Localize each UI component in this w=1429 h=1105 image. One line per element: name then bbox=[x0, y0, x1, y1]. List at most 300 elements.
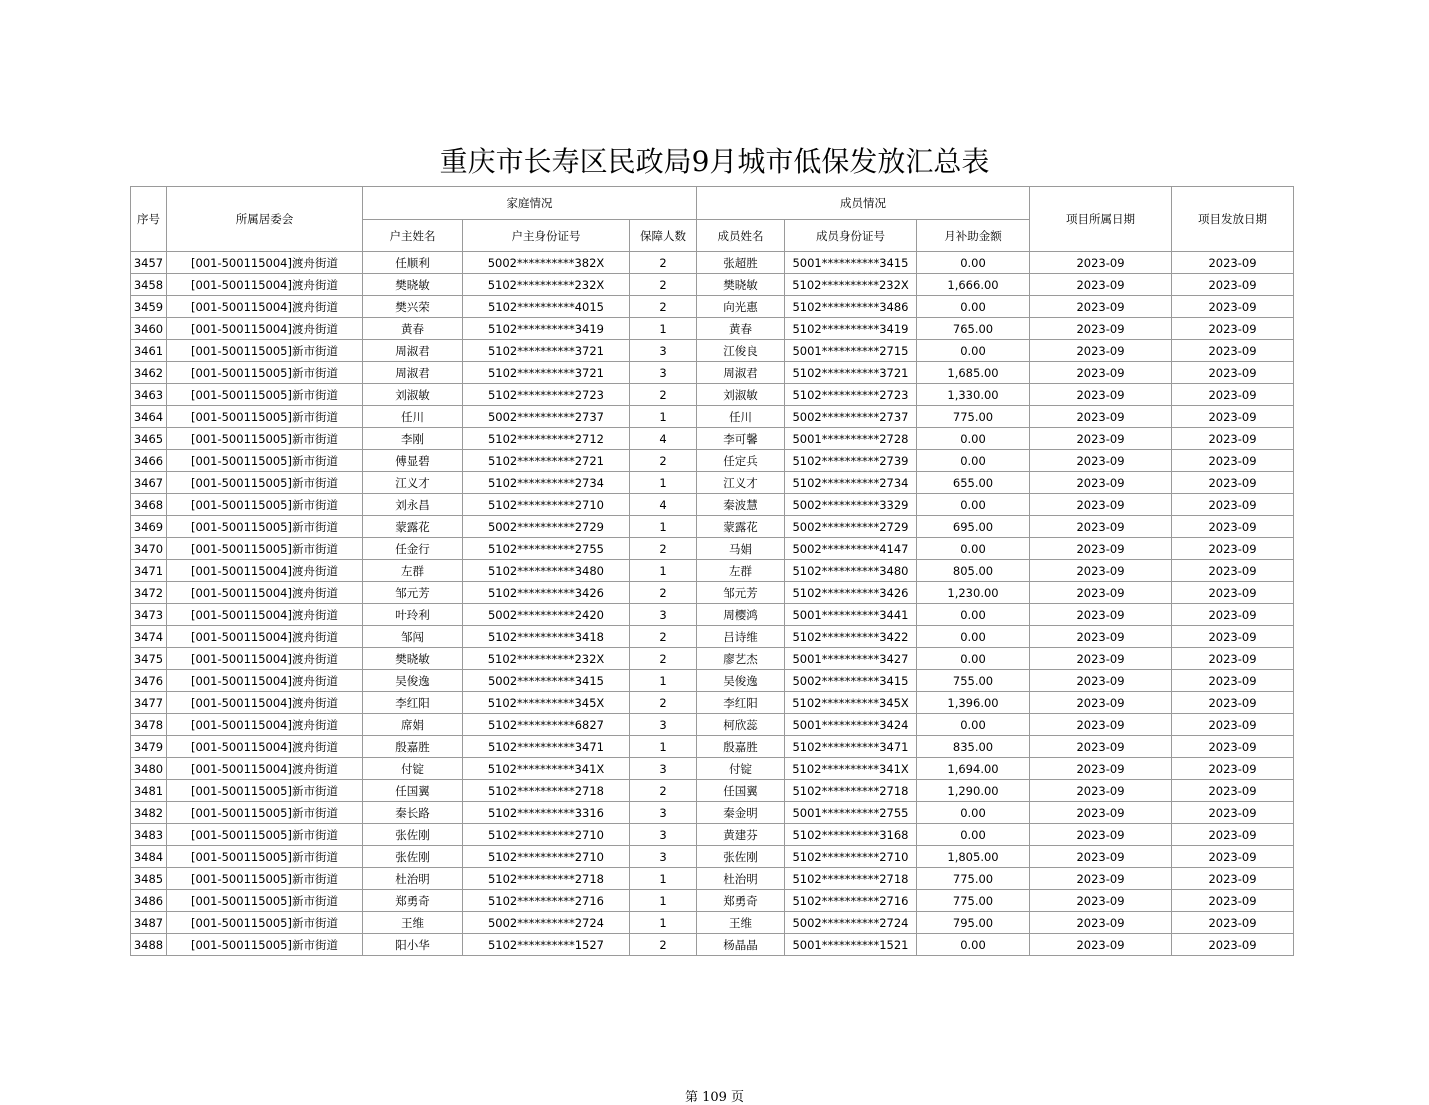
cell-seq: 3485 bbox=[131, 868, 167, 890]
cell-member-name: 付锭 bbox=[697, 758, 785, 780]
cell-project-date: 2023-09 bbox=[1030, 340, 1172, 362]
cell-project-date: 2023-09 bbox=[1030, 406, 1172, 428]
cell-count: 2 bbox=[630, 582, 697, 604]
cell-count: 1 bbox=[630, 318, 697, 340]
cell-member-name: 刘淑敏 bbox=[697, 384, 785, 406]
cell-member-id: 5102**********2716 bbox=[785, 890, 917, 912]
cell-member-id: 5102**********345X bbox=[785, 692, 917, 714]
cell-committee: [001-500115005]新市街道 bbox=[167, 802, 363, 824]
cell-head-id: 5102**********2710 bbox=[463, 846, 630, 868]
table-row bbox=[131, 736, 1294, 758]
cell-release-date: 2023-09 bbox=[1172, 428, 1294, 450]
table-row bbox=[131, 934, 1294, 956]
cell-head-id: 5102**********232X bbox=[463, 648, 630, 670]
cell-member-name: 秦金明 bbox=[697, 802, 785, 824]
cell-head-id: 5102**********2718 bbox=[463, 868, 630, 890]
header-member-name: 成员姓名 bbox=[697, 220, 785, 252]
cell-member-id: 5002**********2724 bbox=[785, 912, 917, 934]
cell-committee: [001-500115005]新市街道 bbox=[167, 428, 363, 450]
cell-head-id: 5102**********3426 bbox=[463, 582, 630, 604]
cell-count: 2 bbox=[630, 934, 697, 956]
cell-member-name: 向光惠 bbox=[697, 296, 785, 318]
header-committee: 所属居委会 bbox=[167, 187, 363, 252]
cell-project-date: 2023-09 bbox=[1030, 692, 1172, 714]
cell-head-id: 5102**********3471 bbox=[463, 736, 630, 758]
cell-head-id: 5102**********3419 bbox=[463, 318, 630, 340]
cell-head-id: 5102**********2721 bbox=[463, 450, 630, 472]
cell-release-date: 2023-09 bbox=[1172, 604, 1294, 626]
cell-seq: 3480 bbox=[131, 758, 167, 780]
table-row bbox=[131, 780, 1294, 802]
cell-seq: 3465 bbox=[131, 428, 167, 450]
cell-amount: 1,694.00 bbox=[917, 758, 1030, 780]
cell-head-name: 王维 bbox=[363, 912, 463, 934]
cell-head-name: 李红阳 bbox=[363, 692, 463, 714]
cell-committee: [001-500115005]新市街道 bbox=[167, 450, 363, 472]
cell-count: 1 bbox=[630, 670, 697, 692]
cell-member-id: 5102**********3422 bbox=[785, 626, 917, 648]
cell-count: 1 bbox=[630, 868, 697, 890]
cell-head-name: 周淑君 bbox=[363, 362, 463, 384]
cell-count: 2 bbox=[630, 626, 697, 648]
header-release-date: 项目发放日期 bbox=[1172, 187, 1294, 252]
cell-amount: 655.00 bbox=[917, 472, 1030, 494]
cell-release-date: 2023-09 bbox=[1172, 824, 1294, 846]
cell-amount: 0.00 bbox=[917, 494, 1030, 516]
header-family-group: 家庭情况 bbox=[363, 187, 697, 220]
cell-amount: 0.00 bbox=[917, 824, 1030, 846]
table-row bbox=[131, 274, 1294, 296]
cell-committee: [001-500115005]新市街道 bbox=[167, 406, 363, 428]
cell-count: 2 bbox=[630, 450, 697, 472]
table-row bbox=[131, 890, 1294, 912]
cell-committee: [001-500115004]渡舟街道 bbox=[167, 648, 363, 670]
cell-committee: [001-500115005]新市街道 bbox=[167, 362, 363, 384]
cell-amount: 1,230.00 bbox=[917, 582, 1030, 604]
cell-project-date: 2023-09 bbox=[1030, 538, 1172, 560]
cell-committee: [001-500115005]新市街道 bbox=[167, 780, 363, 802]
cell-head-name: 樊兴荣 bbox=[363, 296, 463, 318]
cell-project-date: 2023-09 bbox=[1030, 846, 1172, 868]
table-row bbox=[131, 648, 1294, 670]
cell-committee: [001-500115005]新市街道 bbox=[167, 340, 363, 362]
cell-head-id: 5102**********2755 bbox=[463, 538, 630, 560]
table-body bbox=[131, 252, 1294, 956]
cell-seq: 3462 bbox=[131, 362, 167, 384]
header-count: 保障人数 bbox=[630, 220, 697, 252]
cell-head-name: 杜治明 bbox=[363, 868, 463, 890]
cell-committee: [001-500115005]新市街道 bbox=[167, 824, 363, 846]
cell-head-id: 5102**********232X bbox=[463, 274, 630, 296]
cell-head-name: 傅显碧 bbox=[363, 450, 463, 472]
cell-head-name: 阳小华 bbox=[363, 934, 463, 956]
header-member-group: 成员情况 bbox=[697, 187, 1030, 220]
cell-head-id: 5002**********3415 bbox=[463, 670, 630, 692]
cell-head-name: 邹元芳 bbox=[363, 582, 463, 604]
cell-count: 2 bbox=[630, 296, 697, 318]
cell-committee: [001-500115004]渡舟街道 bbox=[167, 274, 363, 296]
cell-committee: [001-500115004]渡舟街道 bbox=[167, 252, 363, 274]
cell-release-date: 2023-09 bbox=[1172, 252, 1294, 274]
cell-head-id: 5102**********2712 bbox=[463, 428, 630, 450]
cell-project-date: 2023-09 bbox=[1030, 362, 1172, 384]
cell-committee: [001-500115005]新市街道 bbox=[167, 494, 363, 516]
cell-head-id: 5002**********2420 bbox=[463, 604, 630, 626]
cell-seq: 3477 bbox=[131, 692, 167, 714]
cell-amount: 775.00 bbox=[917, 406, 1030, 428]
cell-committee: [001-500115004]渡舟街道 bbox=[167, 296, 363, 318]
table-row bbox=[131, 802, 1294, 824]
cell-head-name: 樊晓敏 bbox=[363, 274, 463, 296]
cell-amount: 0.00 bbox=[917, 296, 1030, 318]
cell-head-name: 张佐刚 bbox=[363, 824, 463, 846]
table-header bbox=[131, 187, 1294, 252]
cell-count: 3 bbox=[630, 362, 697, 384]
cell-project-date: 2023-09 bbox=[1030, 472, 1172, 494]
cell-head-name: 吴俊逸 bbox=[363, 670, 463, 692]
cell-committee: [001-500115004]渡舟街道 bbox=[167, 736, 363, 758]
cell-amount: 1,330.00 bbox=[917, 384, 1030, 406]
cell-member-id: 5001**********3415 bbox=[785, 252, 917, 274]
cell-head-name: 刘淑敏 bbox=[363, 384, 463, 406]
cell-project-date: 2023-09 bbox=[1030, 428, 1172, 450]
cell-count: 2 bbox=[630, 384, 697, 406]
cell-release-date: 2023-09 bbox=[1172, 472, 1294, 494]
cell-release-date: 2023-09 bbox=[1172, 406, 1294, 428]
cell-amount: 0.00 bbox=[917, 450, 1030, 472]
cell-count: 2 bbox=[630, 252, 697, 274]
cell-head-id: 5102**********3418 bbox=[463, 626, 630, 648]
cell-head-id: 5102**********3721 bbox=[463, 362, 630, 384]
cell-project-date: 2023-09 bbox=[1030, 890, 1172, 912]
cell-count: 3 bbox=[630, 824, 697, 846]
cell-committee: [001-500115004]渡舟街道 bbox=[167, 670, 363, 692]
cell-seq: 3460 bbox=[131, 318, 167, 340]
cell-member-id: 5001**********2728 bbox=[785, 428, 917, 450]
cell-member-id: 5002**********3329 bbox=[785, 494, 917, 516]
cell-release-date: 2023-09 bbox=[1172, 538, 1294, 560]
cell-amount: 1,396.00 bbox=[917, 692, 1030, 714]
cell-count: 2 bbox=[630, 692, 697, 714]
cell-release-date: 2023-09 bbox=[1172, 912, 1294, 934]
cell-member-id: 5102**********3168 bbox=[785, 824, 917, 846]
table-row bbox=[131, 560, 1294, 582]
header-amount: 月补助金额 bbox=[917, 220, 1030, 252]
cell-project-date: 2023-09 bbox=[1030, 780, 1172, 802]
cell-project-date: 2023-09 bbox=[1030, 384, 1172, 406]
cell-head-id: 5102**********2723 bbox=[463, 384, 630, 406]
table-row bbox=[131, 362, 1294, 384]
cell-seq: 3461 bbox=[131, 340, 167, 362]
cell-count: 3 bbox=[630, 714, 697, 736]
page-title: 重庆市长寿区民政局9月城市低保发放汇总表 bbox=[439, 145, 990, 178]
cell-seq: 3464 bbox=[131, 406, 167, 428]
cell-member-name: 蒙露花 bbox=[697, 516, 785, 538]
cell-member-id: 5001**********3427 bbox=[785, 648, 917, 670]
cell-count: 1 bbox=[630, 560, 697, 582]
table-row bbox=[131, 406, 1294, 428]
cell-member-name: 李红阳 bbox=[697, 692, 785, 714]
cell-release-date: 2023-09 bbox=[1172, 582, 1294, 604]
cell-member-id: 5102**********2718 bbox=[785, 780, 917, 802]
cell-amount: 695.00 bbox=[917, 516, 1030, 538]
cell-member-id: 5102**********2718 bbox=[785, 868, 917, 890]
cell-head-name: 张佐刚 bbox=[363, 846, 463, 868]
table-row bbox=[131, 846, 1294, 868]
cell-committee: [001-500115004]渡舟街道 bbox=[167, 714, 363, 736]
cell-count: 3 bbox=[630, 802, 697, 824]
cell-project-date: 2023-09 bbox=[1030, 318, 1172, 340]
table-row bbox=[131, 692, 1294, 714]
cell-count: 3 bbox=[630, 604, 697, 626]
table-row bbox=[131, 252, 1294, 274]
table-row bbox=[131, 450, 1294, 472]
page-number: 第 109 页 bbox=[684, 1090, 745, 1105]
cell-head-name: 任国翼 bbox=[363, 780, 463, 802]
cell-release-date: 2023-09 bbox=[1172, 560, 1294, 582]
cell-committee: [001-500115004]渡舟街道 bbox=[167, 758, 363, 780]
cell-count: 1 bbox=[630, 406, 697, 428]
cell-head-name: 秦长路 bbox=[363, 802, 463, 824]
cell-release-date: 2023-09 bbox=[1172, 934, 1294, 956]
table-row bbox=[131, 384, 1294, 406]
cell-committee: [001-500115004]渡舟街道 bbox=[167, 626, 363, 648]
cell-count: 1 bbox=[630, 736, 697, 758]
cell-release-date: 2023-09 bbox=[1172, 736, 1294, 758]
cell-head-id: 5002**********382X bbox=[463, 252, 630, 274]
cell-release-date: 2023-09 bbox=[1172, 516, 1294, 538]
cell-head-name: 刘永昌 bbox=[363, 494, 463, 516]
cell-seq: 3487 bbox=[131, 912, 167, 934]
cell-amount: 0.00 bbox=[917, 714, 1030, 736]
cell-head-name: 樊晓敏 bbox=[363, 648, 463, 670]
cell-seq: 3459 bbox=[131, 296, 167, 318]
cell-count: 4 bbox=[630, 428, 697, 450]
cell-project-date: 2023-09 bbox=[1030, 868, 1172, 890]
cell-head-name: 任顺利 bbox=[363, 252, 463, 274]
cell-head-name: 郑勇奇 bbox=[363, 890, 463, 912]
cell-release-date: 2023-09 bbox=[1172, 890, 1294, 912]
table-row bbox=[131, 604, 1294, 626]
cell-head-id: 5102**********2734 bbox=[463, 472, 630, 494]
table-row bbox=[131, 516, 1294, 538]
cell-count: 1 bbox=[630, 516, 697, 538]
cell-head-id: 5102**********1527 bbox=[463, 934, 630, 956]
cell-release-date: 2023-09 bbox=[1172, 450, 1294, 472]
cell-project-date: 2023-09 bbox=[1030, 736, 1172, 758]
header-head-name: 户主姓名 bbox=[363, 220, 463, 252]
table-row bbox=[131, 714, 1294, 736]
cell-seq: 3458 bbox=[131, 274, 167, 296]
cell-amount: 0.00 bbox=[917, 934, 1030, 956]
cell-amount: 0.00 bbox=[917, 340, 1030, 362]
cell-count: 2 bbox=[630, 780, 697, 802]
cell-count: 3 bbox=[630, 846, 697, 868]
cell-seq: 3481 bbox=[131, 780, 167, 802]
cell-committee: [001-500115004]渡舟街道 bbox=[167, 318, 363, 340]
cell-project-date: 2023-09 bbox=[1030, 604, 1172, 626]
cell-head-id: 5102**********3480 bbox=[463, 560, 630, 582]
cell-member-id: 5001**********1521 bbox=[785, 934, 917, 956]
cell-committee: [001-500115005]新市街道 bbox=[167, 384, 363, 406]
cell-project-date: 2023-09 bbox=[1030, 516, 1172, 538]
table-row bbox=[131, 494, 1294, 516]
cell-head-id: 5102**********3316 bbox=[463, 802, 630, 824]
cell-amount: 805.00 bbox=[917, 560, 1030, 582]
cell-seq: 3468 bbox=[131, 494, 167, 516]
cell-amount: 1,805.00 bbox=[917, 846, 1030, 868]
cell-committee: [001-500115004]渡舟街道 bbox=[167, 560, 363, 582]
cell-head-name: 左群 bbox=[363, 560, 463, 582]
cell-project-date: 2023-09 bbox=[1030, 758, 1172, 780]
table-row bbox=[131, 296, 1294, 318]
cell-amount: 1,685.00 bbox=[917, 362, 1030, 384]
cell-seq: 3482 bbox=[131, 802, 167, 824]
cell-project-date: 2023-09 bbox=[1030, 714, 1172, 736]
table-row bbox=[131, 428, 1294, 450]
cell-head-name: 李刚 bbox=[363, 428, 463, 450]
cell-member-name: 殷嘉胜 bbox=[697, 736, 785, 758]
cell-seq: 3479 bbox=[131, 736, 167, 758]
cell-seq: 3484 bbox=[131, 846, 167, 868]
cell-member-name: 王维 bbox=[697, 912, 785, 934]
cell-amount: 765.00 bbox=[917, 318, 1030, 340]
cell-count: 2 bbox=[630, 274, 697, 296]
cell-head-name: 席娟 bbox=[363, 714, 463, 736]
cell-member-name: 周淑君 bbox=[697, 362, 785, 384]
cell-release-date: 2023-09 bbox=[1172, 692, 1294, 714]
table-row bbox=[131, 868, 1294, 890]
cell-member-name: 江俊良 bbox=[697, 340, 785, 362]
cell-project-date: 2023-09 bbox=[1030, 934, 1172, 956]
cell-seq: 3469 bbox=[131, 516, 167, 538]
cell-member-name: 吴俊逸 bbox=[697, 670, 785, 692]
cell-member-name: 樊晓敏 bbox=[697, 274, 785, 296]
cell-count: 2 bbox=[630, 648, 697, 670]
table-row bbox=[131, 340, 1294, 362]
cell-member-name: 柯欣蕊 bbox=[697, 714, 785, 736]
cell-head-name: 叶玲利 bbox=[363, 604, 463, 626]
cell-count: 1 bbox=[630, 890, 697, 912]
cell-member-id: 5102**********2739 bbox=[785, 450, 917, 472]
cell-head-name: 付锭 bbox=[363, 758, 463, 780]
cell-committee: [001-500115005]新市街道 bbox=[167, 538, 363, 560]
cell-project-date: 2023-09 bbox=[1030, 802, 1172, 824]
cell-amount: 0.00 bbox=[917, 802, 1030, 824]
cell-seq: 3466 bbox=[131, 450, 167, 472]
cell-member-name: 左群 bbox=[697, 560, 785, 582]
cell-head-id: 5102**********2710 bbox=[463, 824, 630, 846]
cell-member-id: 5102**********2734 bbox=[785, 472, 917, 494]
cell-project-date: 2023-09 bbox=[1030, 626, 1172, 648]
cell-committee: [001-500115004]渡舟街道 bbox=[167, 582, 363, 604]
cell-member-id: 5102**********2723 bbox=[785, 384, 917, 406]
cell-member-name: 张超胜 bbox=[697, 252, 785, 274]
cell-release-date: 2023-09 bbox=[1172, 846, 1294, 868]
cell-release-date: 2023-09 bbox=[1172, 494, 1294, 516]
cell-seq: 3471 bbox=[131, 560, 167, 582]
cell-seq: 3478 bbox=[131, 714, 167, 736]
cell-project-date: 2023-09 bbox=[1030, 252, 1172, 274]
cell-project-date: 2023-09 bbox=[1030, 670, 1172, 692]
cell-head-name: 任川 bbox=[363, 406, 463, 428]
cell-head-name: 邹闯 bbox=[363, 626, 463, 648]
cell-release-date: 2023-09 bbox=[1172, 318, 1294, 340]
table-row bbox=[131, 582, 1294, 604]
cell-committee: [001-500115004]渡舟街道 bbox=[167, 604, 363, 626]
cell-amount: 1,290.00 bbox=[917, 780, 1030, 802]
cell-release-date: 2023-09 bbox=[1172, 670, 1294, 692]
cell-seq: 3470 bbox=[131, 538, 167, 560]
cell-member-name: 马娟 bbox=[697, 538, 785, 560]
cell-committee: [001-500115005]新市街道 bbox=[167, 868, 363, 890]
table-row bbox=[131, 472, 1294, 494]
cell-member-name: 任国翼 bbox=[697, 780, 785, 802]
cell-release-date: 2023-09 bbox=[1172, 780, 1294, 802]
table-row bbox=[131, 912, 1294, 934]
cell-seq: 3473 bbox=[131, 604, 167, 626]
cell-member-id: 5002**********4147 bbox=[785, 538, 917, 560]
cell-committee: [001-500115005]新市街道 bbox=[167, 912, 363, 934]
cell-seq: 3486 bbox=[131, 890, 167, 912]
cell-head-name: 周淑君 bbox=[363, 340, 463, 362]
table-row bbox=[131, 824, 1294, 846]
cell-member-id: 5102**********3426 bbox=[785, 582, 917, 604]
cell-member-id: 5002**********2737 bbox=[785, 406, 917, 428]
cell-member-id: 5102**********3721 bbox=[785, 362, 917, 384]
header-member-id: 成员身份证号 bbox=[785, 220, 917, 252]
cell-member-name: 廖艺杰 bbox=[697, 648, 785, 670]
cell-member-id: 5102**********2710 bbox=[785, 846, 917, 868]
cell-count: 3 bbox=[630, 758, 697, 780]
cell-count: 2 bbox=[630, 538, 697, 560]
cell-committee: [001-500115005]新市街道 bbox=[167, 846, 363, 868]
cell-amount: 775.00 bbox=[917, 890, 1030, 912]
cell-head-id: 5002**********2724 bbox=[463, 912, 630, 934]
cell-seq: 3483 bbox=[131, 824, 167, 846]
cell-committee: [001-500115005]新市街道 bbox=[167, 890, 363, 912]
cell-head-id: 5002**********2729 bbox=[463, 516, 630, 538]
cell-project-date: 2023-09 bbox=[1030, 560, 1172, 582]
cell-head-id: 5102**********345X bbox=[463, 692, 630, 714]
cell-seq: 3475 bbox=[131, 648, 167, 670]
cell-member-id: 5001**********3424 bbox=[785, 714, 917, 736]
cell-member-id: 5102**********232X bbox=[785, 274, 917, 296]
cell-project-date: 2023-09 bbox=[1030, 494, 1172, 516]
cell-committee: [001-500115005]新市街道 bbox=[167, 934, 363, 956]
cell-member-id: 5001**********2755 bbox=[785, 802, 917, 824]
cell-member-name: 江义才 bbox=[697, 472, 785, 494]
cell-amount: 775.00 bbox=[917, 868, 1030, 890]
cell-amount: 0.00 bbox=[917, 604, 1030, 626]
cell-member-id: 5102**********3486 bbox=[785, 296, 917, 318]
cell-committee: [001-500115005]新市街道 bbox=[167, 516, 363, 538]
cell-release-date: 2023-09 bbox=[1172, 362, 1294, 384]
cell-release-date: 2023-09 bbox=[1172, 274, 1294, 296]
cell-member-name: 周樱鸿 bbox=[697, 604, 785, 626]
cell-seq: 3467 bbox=[131, 472, 167, 494]
cell-count: 3 bbox=[630, 340, 697, 362]
cell-seq: 3474 bbox=[131, 626, 167, 648]
cell-member-id: 5102**********3480 bbox=[785, 560, 917, 582]
cell-project-date: 2023-09 bbox=[1030, 824, 1172, 846]
cell-project-date: 2023-09 bbox=[1030, 274, 1172, 296]
cell-head-id: 5102**********4015 bbox=[463, 296, 630, 318]
cell-member-name: 任川 bbox=[697, 406, 785, 428]
cell-head-name: 江义才 bbox=[363, 472, 463, 494]
cell-release-date: 2023-09 bbox=[1172, 648, 1294, 670]
cell-member-name: 杨晶晶 bbox=[697, 934, 785, 956]
